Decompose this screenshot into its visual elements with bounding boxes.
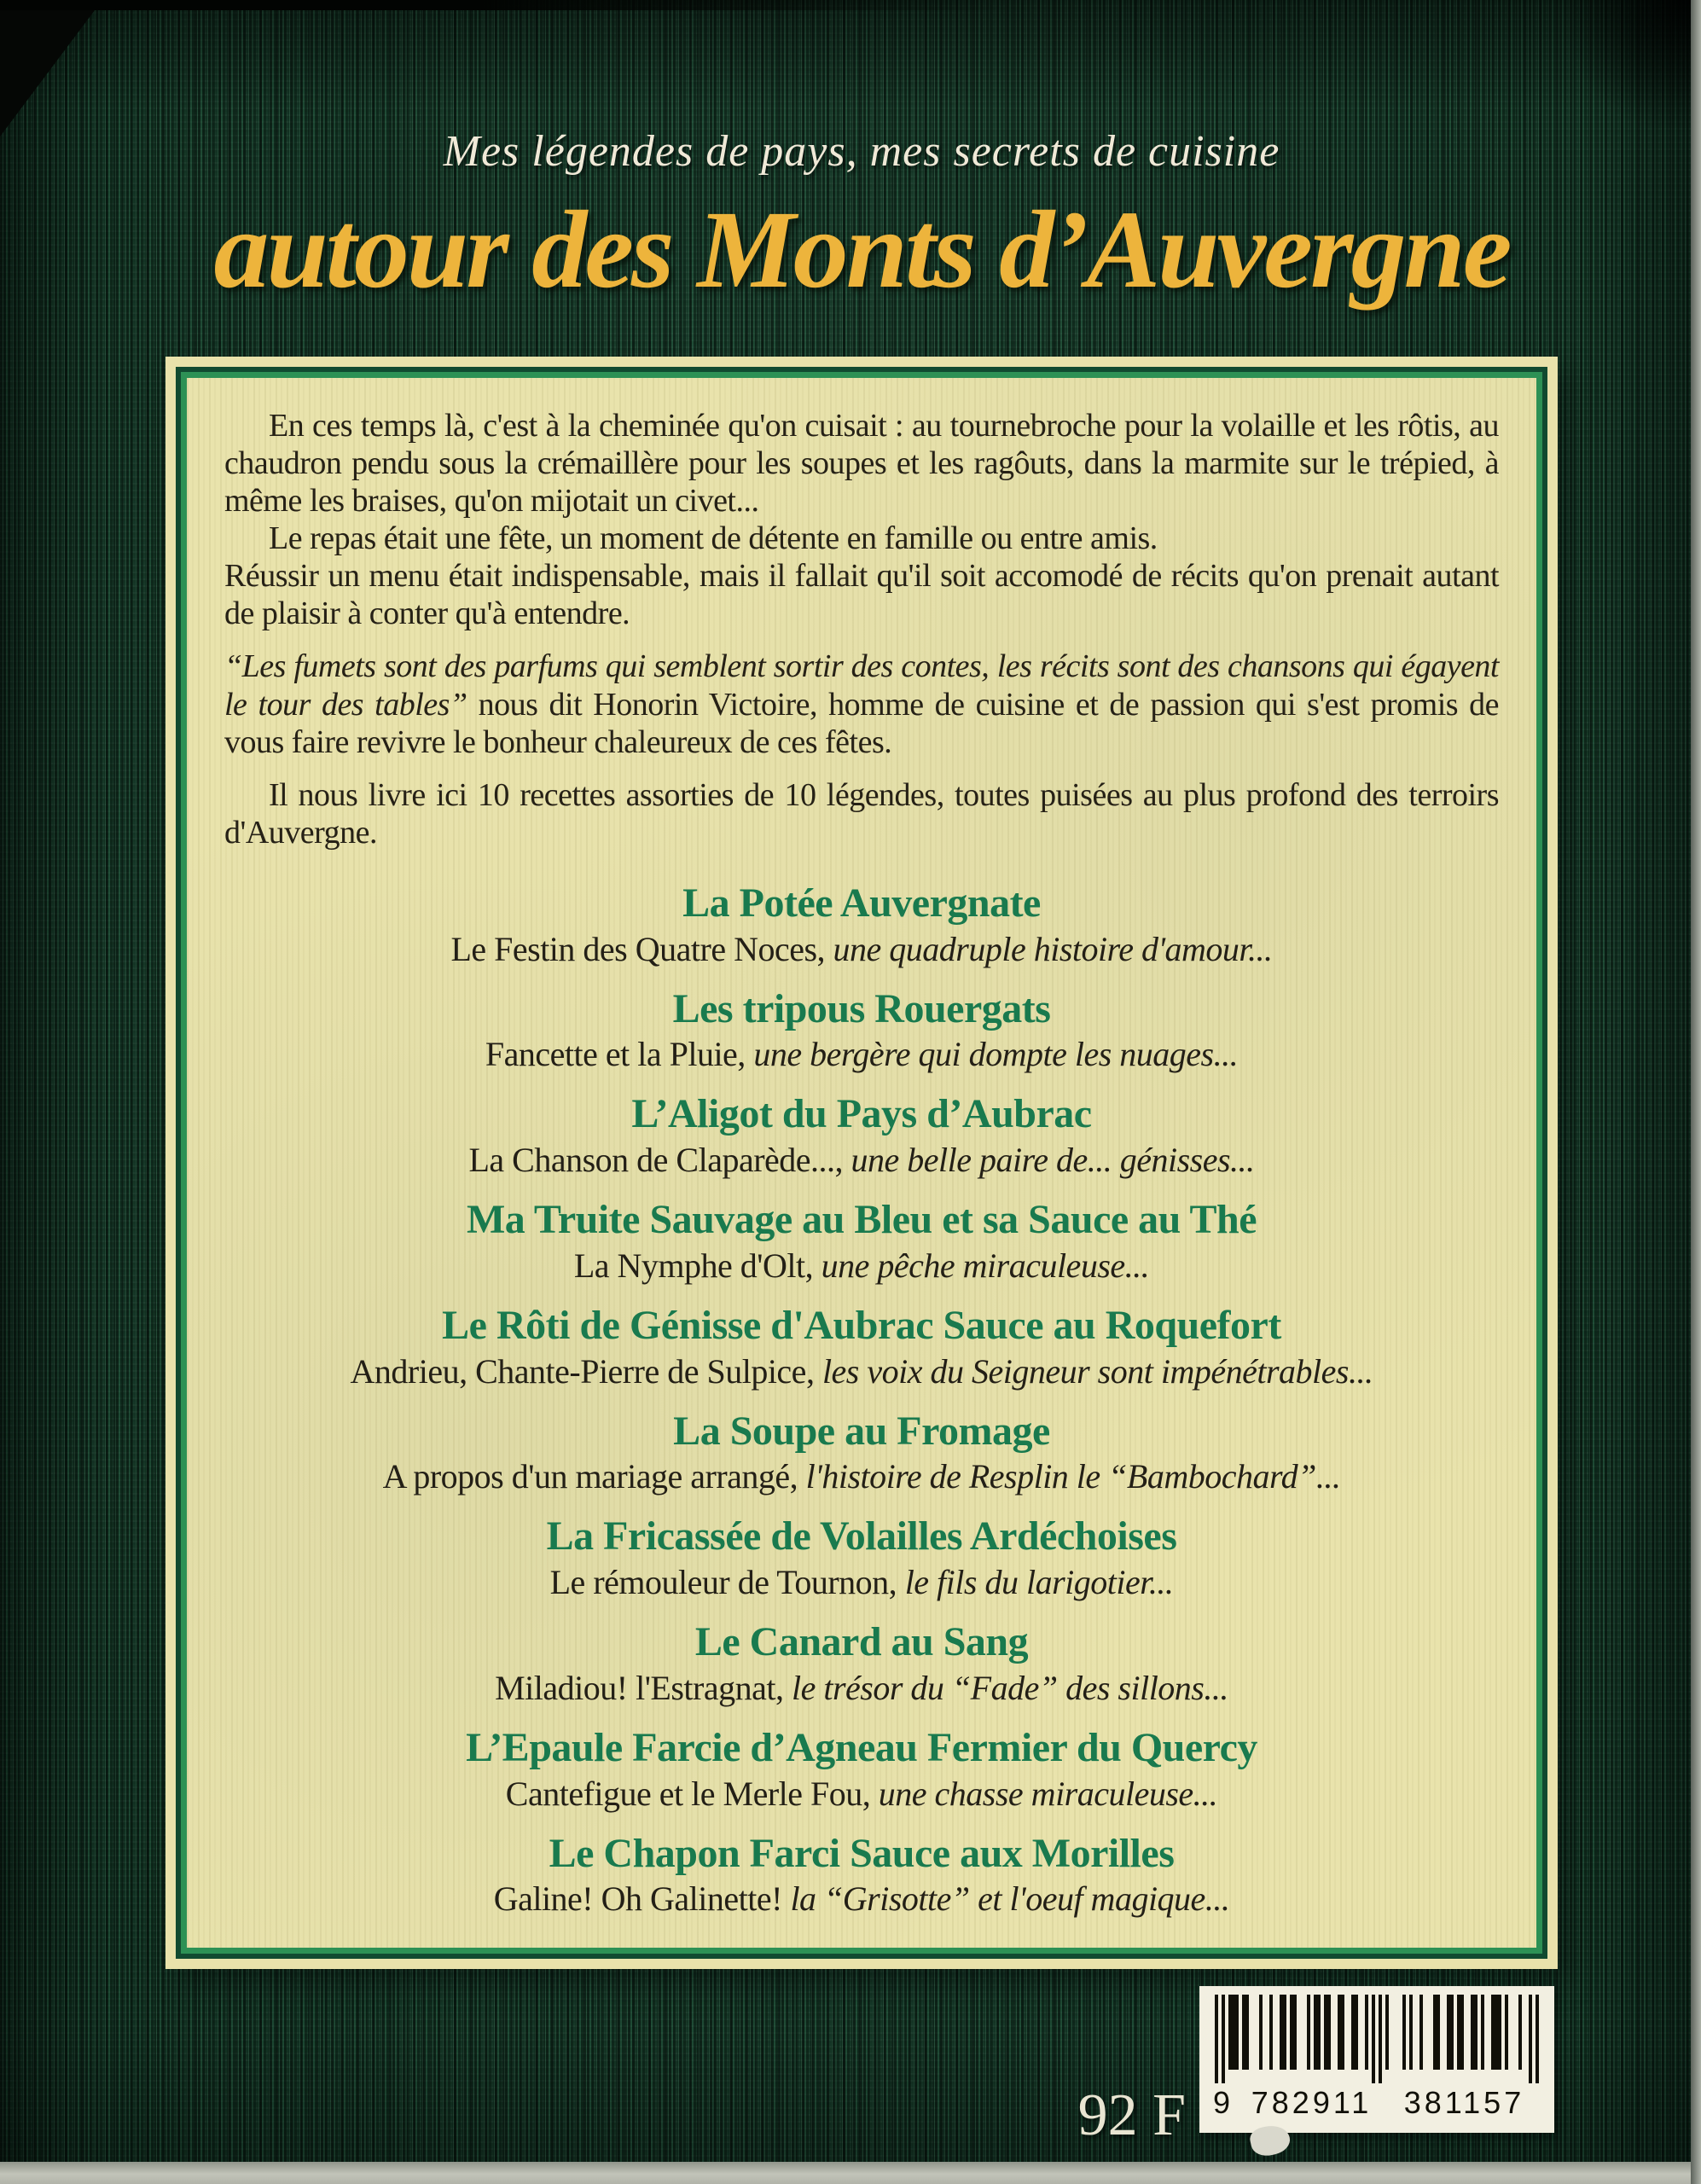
scan-shadow-top-right bbox=[1566, 0, 1694, 128]
text-segment: Fancette et la Pluie, bbox=[485, 1035, 754, 1074]
recipe-title: L’Aligot du Pays d’Aubrac bbox=[631, 1091, 1092, 1137]
text-segment: l'histoire de Resplin le “Bambochard”... bbox=[805, 1457, 1341, 1496]
recipe-item bbox=[224, 1725, 1499, 1814]
intro-paragraph bbox=[224, 776, 1499, 851]
intro-paragraph bbox=[224, 557, 1499, 632]
barcode-digits bbox=[1213, 2085, 1541, 2121]
barcode-digit-group: 381157 bbox=[1403, 2085, 1525, 2120]
recipe-title: Le Canard au Sang bbox=[694, 1619, 1029, 1665]
recipe-item bbox=[224, 1091, 1499, 1180]
price-label: 92 F bbox=[1077, 2082, 1186, 2148]
series-tagline: Mes légendes de pays, mes secrets de cuisine bbox=[443, 127, 1280, 176]
text-segment: Il nous livre ici 10 recettes assorties de 10 légendes, toutes puisées au plus profond des terroirs d'Auvergne. bbox=[224, 776, 1499, 851]
recipe-description bbox=[224, 1035, 1499, 1074]
text-segment: nous dit Honorin Victoire, homme de cuisine et de passion qui s'est promis de vous faire revivre le bonheur chaleureux de ces fêtes. bbox=[224, 686, 1499, 760]
barcode-digit-group: 9 bbox=[1213, 2085, 1231, 2120]
recipe-item bbox=[224, 1619, 1499, 1708]
recipe-title: La Potée Auvergnate bbox=[682, 880, 1041, 926]
recipe-title: Le Rôti de Génisse d'Aubrac Sauce au Roquefort bbox=[442, 1302, 1281, 1348]
text-segment: Le rémouleur de Tournon, bbox=[549, 1563, 905, 1602]
barcode-digit-group: 782911 bbox=[1251, 2085, 1373, 2120]
intro-paragraph bbox=[224, 648, 1499, 760]
recipe-description bbox=[224, 1352, 1499, 1391]
recipe-item bbox=[224, 1197, 1499, 1286]
barcode-bars bbox=[1213, 1995, 1541, 2083]
text-segment: Réussir un menu était indispensable, mais il fallait qu'il soit accomodé de récits qu'on prenait autant de plaisir à conter qu'à entendre. bbox=[224, 558, 1499, 632]
text-segment: En ces temps là, c'est à la cheminée qu'on cuisait : au tournebroche pour la volaille et les rôtis, au chaudron pendu sous la crémaillère pour les soupes et les ragôuts, dans la marmite sur le trépied, à même les braises, qu'on mijotait un civet... bbox=[224, 408, 1499, 520]
text-segment: le trésor du “Fade” des sillons... bbox=[791, 1668, 1228, 1707]
text-segment: A propos d'un mariage arrangé, bbox=[382, 1457, 806, 1496]
recipe-title: La Soupe au Fromage bbox=[673, 1408, 1050, 1454]
recipe-title: L’Epaule Farcie d’Agneau Fermier du Quercy bbox=[466, 1724, 1257, 1770]
recipe-title: Le Chapon Farci Sauce aux Morilles bbox=[549, 1830, 1175, 1876]
recipe-description bbox=[224, 1246, 1499, 1286]
text-segment: La Chanson de Claparède..., bbox=[468, 1141, 851, 1180]
book-title: autour des Monts d’Auvergne bbox=[213, 189, 1510, 311]
recipe-description bbox=[224, 1879, 1499, 1919]
recipe-item bbox=[224, 1303, 1499, 1391]
recipe-description bbox=[224, 930, 1499, 969]
text-segment: Galine! Oh Galinette! bbox=[493, 1879, 791, 1919]
scan-edge-bottom bbox=[0, 2162, 1701, 2184]
barcode-bar bbox=[1536, 1995, 1539, 2083]
panel-content bbox=[187, 378, 1536, 1948]
recipe-description bbox=[224, 1457, 1499, 1496]
text-segment: “Les fumets sont des parfums qui semblent sortir des contes, les récits sont des chansons qui égayent le tour des tables” bbox=[224, 648, 1499, 723]
text-segment: Miladiou! l'Estragnat, bbox=[495, 1668, 792, 1707]
recipe-item bbox=[224, 986, 1499, 1075]
recipe-description bbox=[224, 1563, 1499, 1602]
recipe-description bbox=[224, 1669, 1499, 1708]
text-segment: une belle paire de... génisses... bbox=[850, 1141, 1255, 1180]
recipe-description bbox=[224, 1774, 1499, 1814]
recipe-title: Les tripous Rouergats bbox=[672, 985, 1051, 1031]
text-segment: Le Festin des Quatre Noces, bbox=[450, 929, 833, 968]
recipe-title: La Fricassée de Volailles Ardéchoises bbox=[546, 1513, 1177, 1560]
text-segment: une quadruple histoire d'amour... bbox=[833, 929, 1273, 968]
text-segment: une bergère qui dompte les nuages... bbox=[753, 1035, 1239, 1074]
text-segment: Le repas était une fête, un moment de détente en famille ou entre amis. bbox=[269, 520, 1158, 557]
text-segment: Cantefigue et le Merle Fou, bbox=[505, 1774, 879, 1813]
recipe-item bbox=[224, 880, 1499, 969]
recipe-item bbox=[224, 1513, 1499, 1602]
recipe-item bbox=[224, 1409, 1499, 1497]
intro-paragraph bbox=[224, 407, 1499, 520]
introduction-text bbox=[224, 407, 1499, 851]
barcode-label bbox=[1199, 1986, 1554, 2133]
recipe-list bbox=[224, 880, 1499, 1920]
text-segment: une pêche miraculeuse... bbox=[821, 1246, 1150, 1285]
text-segment: La Nymphe d'Olt, bbox=[573, 1246, 821, 1285]
intro-paragraph bbox=[224, 520, 1499, 557]
text-segment: une chasse miraculeuse... bbox=[878, 1774, 1218, 1813]
recipe-item bbox=[224, 1831, 1499, 1920]
scan-edge-right bbox=[1691, 0, 1701, 2184]
recipe-description bbox=[224, 1141, 1499, 1180]
text-segment: le fils du larigotier... bbox=[904, 1563, 1174, 1602]
text-segment: la “Grisotte” et l'oeuf magique... bbox=[790, 1879, 1230, 1919]
scan-shadow-top-left bbox=[0, 0, 102, 136]
recipe-title: Ma Truite Sauvage au Bleu et sa Sauce au Thé bbox=[466, 1197, 1257, 1243]
scan-edge-top bbox=[0, 0, 1701, 10]
back-cover-text-panel bbox=[181, 372, 1542, 1954]
text-segment: les voix du Seigneur sont impénétrables... bbox=[821, 1351, 1373, 1391]
text-segment: Andrieu, Chante-Pierre de Sulpice, bbox=[350, 1351, 822, 1391]
